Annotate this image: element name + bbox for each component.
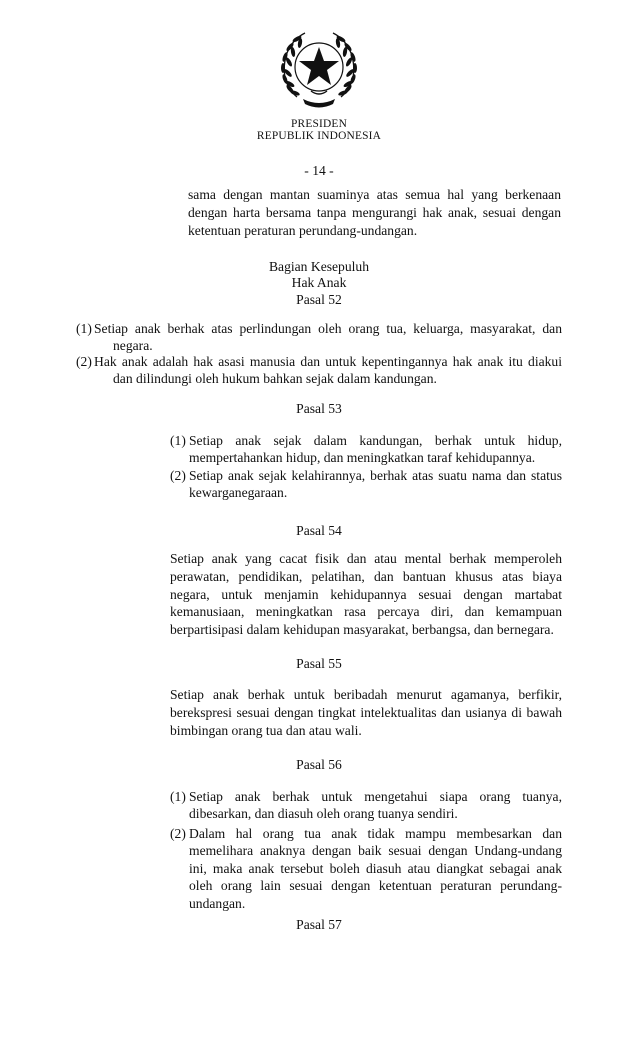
item-text: Setiap anak berhak untuk mengetahui siapa orang tuanya, dibesarkan, dan diasuh oleh orang tuanya sendiri. bbox=[189, 789, 562, 822]
pasal-57-title: Pasal 57 bbox=[296, 917, 342, 932]
presidential-seal-emblem bbox=[277, 27, 361, 111]
continuation-paragraph: sama dengan mantan suaminya atas semua hal yang berkenaan dengan harta bersama tanpa mengurangi hak anak, sesuai dengan ketentuan peraturan perundang-undangan. bbox=[188, 187, 561, 238]
header-title-republik: REPUBLIK INDONESIA bbox=[256, 130, 382, 142]
pasal-56-item-1 bbox=[170, 788, 562, 823]
item-number: (1) bbox=[76, 321, 92, 336]
item-number: (2) bbox=[170, 826, 186, 841]
pasal-52-item-1 bbox=[76, 320, 562, 355]
pasal-56-title: Pasal 56 bbox=[296, 757, 342, 772]
page-number: - 14 - bbox=[304, 163, 334, 178]
item-number: (1) bbox=[170, 433, 186, 448]
pasal-56-item-2 bbox=[170, 825, 562, 912]
pasal-53-item-2 bbox=[170, 467, 562, 502]
item-number: (2) bbox=[76, 354, 92, 369]
item-text: Hak anak adalah hak asasi manusia dan untuk kepentingannya hak anak itu diakui dan dilindungi oleh hukum bahkan sejak dalam kandungan. bbox=[94, 354, 562, 387]
pasal-54-text: Setiap anak yang cacat fisik dan atau mental berhak memperoleh perawatan, pendidikan, pelatihan, dan bantuan khusus atas biaya negara, untuk menjamin kehidupannya sesuai dengan martabat kemanusiaan, meningkatkan rasa percaya diri, dan kemampuan berpartisipasi dalam kehidupan masyarakat, berbangsa, dan bernegara. bbox=[170, 551, 562, 638]
pasal-54-title: Pasal 54 bbox=[296, 523, 342, 538]
item-text: Setiap anak berhak atas perlindungan oleh orang tua, keluarga, masyarakat, dan negara. bbox=[94, 321, 562, 354]
item-text: Setiap anak sejak kelahirannya, berhak atas suatu nama dan status kewarganegaraan. bbox=[189, 468, 562, 501]
pasal-53-item-1 bbox=[170, 432, 562, 467]
section-title: Bagian Kesepuluh bbox=[268, 259, 370, 274]
pasal-52-item-2 bbox=[76, 353, 562, 388]
pasal-55-title: Pasal 55 bbox=[296, 656, 342, 671]
item-text: Setiap anak sejak dalam kandungan, berhak untuk hidup, mempertahankan hidup, dan meningkatkan taraf kehidupannya. bbox=[189, 433, 562, 466]
item-text: Dalam hal orang tua anak tidak mampu membesarkan dan memelihara anaknya dengan baik sesuai dengan Undang-undang ini, maka anak tersebut boleh diasuh atau diangkat sebagai anak oleh orang lain sesuai dengan ketentuan peraturan perundang-undangan. bbox=[189, 826, 562, 911]
header-title-presiden: PRESIDEN bbox=[290, 118, 348, 130]
pasal-52-title: Pasal 52 bbox=[296, 292, 342, 307]
pasal-53-title: Pasal 53 bbox=[296, 401, 342, 416]
section-subtitle: Hak Anak bbox=[291, 275, 347, 290]
item-number: (2) bbox=[170, 468, 186, 483]
item-number: (1) bbox=[170, 789, 186, 804]
pasal-55-text: Setiap anak berhak untuk beribadah menurut agamanya, berfikir, berekspresi sesuai dengan tingkat intelektualitas dan usianya di bawah bimbingan orang tua dan atau wali. bbox=[170, 687, 562, 738]
